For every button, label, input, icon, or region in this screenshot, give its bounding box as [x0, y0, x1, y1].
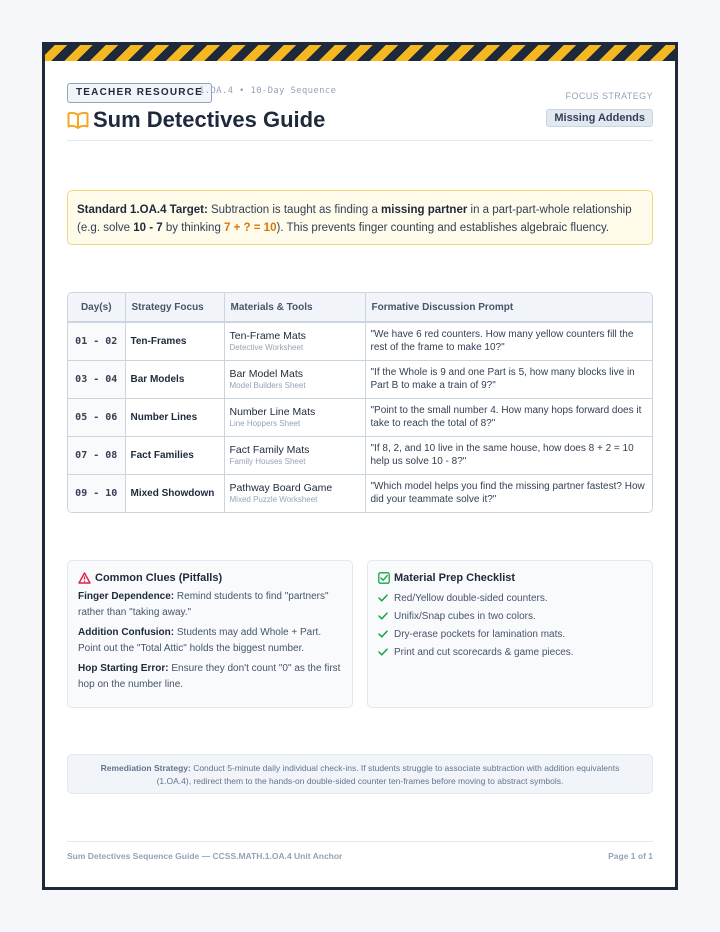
materials-cell — [224, 360, 365, 398]
standard-bold-expression: 10 - 7 — [133, 222, 163, 234]
checklist-item-text: Print and cut scorecards & game pieces. — [394, 646, 574, 658]
checklist-item — [378, 643, 642, 661]
focus-strategy-pill: Missing Addends — [546, 109, 653, 127]
pitfall-label: Addition Confusion: — [78, 627, 175, 638]
hazard-stripe-banner — [45, 45, 675, 61]
checklist-item — [378, 607, 642, 625]
prompt-cell: "We have 6 red counters. How many yellow counters fill the rest of the frame to make 10?" — [365, 322, 652, 360]
pitfalls-title-row — [78, 572, 342, 584]
page-title: Sum Detectives Guide — [93, 107, 326, 132]
pitfall-label: Hop Starting Error: — [78, 663, 169, 674]
remediation-text: Conduct 5-minute daily individual check-ins. If students struggle to associate subtraction with addition equivalents (1.OA.4), redirect them to the hands-on double-sided counter ten-frames before moving to abstract symbols. — [156, 763, 620, 786]
prompt-cell: "Point to the small number 4. How many hops forward does it take to reach the total of 8?" — [365, 398, 652, 436]
pitfall-label: Finger Dependence: — [78, 591, 175, 602]
prompt-cell: "If 8, 2, and 10 live in the same house, how does 8 + 2 = 10 help us solve 10 - 8?" — [365, 436, 652, 474]
day-cell: 09 - 10 — [68, 474, 125, 512]
pitfalls-title: Common Clues (Pitfalls) — [95, 572, 223, 584]
checkmark-icon — [378, 630, 388, 638]
pitfall-text: Remind students to find "partners" rather than "taking away." — [78, 591, 329, 618]
page-number: Page 1 of 1 — [608, 851, 653, 861]
pitfall-text: Ensure they don't count "0" as the first hop on the number line. — [78, 663, 341, 690]
standard-text-2: in a part-part-whole relationship (e.g. solve — [77, 204, 632, 234]
material-name: Pathway Board Game — [229, 482, 333, 495]
checklist-item-text: Red/Yellow double-sided counters. — [394, 592, 548, 604]
pitfall-item — [78, 589, 342, 621]
table-row — [68, 398, 652, 436]
checkmark-icon — [378, 594, 388, 602]
column-header-strategy: Strategy Focus — [125, 293, 224, 322]
page-header — [67, 61, 653, 141]
strategy-cell: Number Lines — [125, 398, 224, 436]
sequence-table — [67, 292, 653, 513]
material-name: Bar Model Mats — [229, 368, 304, 380]
page-footer — [67, 841, 653, 867]
material-name: Number Line Mats — [229, 406, 316, 418]
material-name: Ten-Frame Mats — [229, 330, 306, 343]
standard-bold-missing-partner: missing partner — [381, 204, 468, 216]
pitfall-text: Students may add Whole + Part. Point out the "Total Attic" holds the biggest number. — [78, 627, 322, 654]
worksheet-name: Line Hoppers Sheet — [229, 419, 301, 428]
table-row — [68, 474, 652, 512]
warning-triangle-icon — [78, 572, 91, 584]
strategy-cell: Fact Families — [125, 436, 224, 474]
table-row — [68, 322, 652, 360]
strategy-cell: Bar Models — [125, 360, 224, 398]
day-cell: 01 - 02 — [68, 322, 125, 360]
checklist-item-text: Unifix/Snap cubes in two colors. — [394, 610, 536, 622]
worksheet-name: Mixed Puzzle Worksheet — [229, 495, 318, 505]
standard-label: Standard 1.OA.4 Target: — [77, 204, 208, 216]
worksheet-name: Detective Worksheet — [229, 343, 304, 353]
table-header-row — [68, 293, 652, 322]
page-content — [67, 61, 653, 861]
day-cell: 07 - 08 — [68, 436, 125, 474]
teacher-resource-badge: TEACHER RESOURCE — [67, 83, 212, 103]
remediation-note — [67, 754, 653, 794]
standard-text-1: Subtraction is taught as finding a — [207, 204, 382, 216]
column-header-days: Day(s) — [68, 293, 125, 322]
checklist-title: Material Prep Checklist — [394, 572, 516, 584]
checklist-title-row — [378, 572, 642, 584]
column-header-prompt: Formative Discussion Prompt — [365, 293, 652, 322]
standard-callout — [67, 190, 653, 245]
checklist-card — [367, 560, 653, 708]
sequence-code: 1.OA.4 • 10-Day Sequence — [199, 86, 337, 96]
material-name: Fact Family Mats — [229, 444, 310, 456]
checkmark-icon — [378, 612, 388, 620]
remediation-label: Remediation Strategy: — [100, 763, 191, 773]
prompt-cell: "If the Whole is 9 and one Part is 5, how many blocks live in Part B to make a train of 9?" — [365, 360, 652, 398]
checkmark-icon — [378, 648, 388, 656]
open-book-icon — [67, 111, 89, 129]
document-page — [42, 42, 678, 890]
pitfalls-card — [67, 560, 353, 708]
standard-text-4: ). This prevents finger counting and establishes algebraic fluency. — [276, 222, 610, 234]
title-row — [67, 107, 325, 133]
table-row — [68, 436, 652, 474]
checkbox-checked-icon — [378, 572, 390, 584]
day-cell: 03 - 04 — [68, 360, 125, 398]
materials-cell — [224, 474, 365, 512]
table-row — [68, 360, 652, 398]
day-cell: 05 - 06 — [68, 398, 125, 436]
standard-text-3: by thinking — [162, 222, 225, 234]
column-header-materials: Materials & Tools — [224, 293, 365, 322]
materials-cell — [224, 436, 365, 474]
materials-cell — [224, 322, 365, 360]
worksheet-name: Family Houses Sheet — [229, 457, 306, 466]
strategy-cell: Mixed Showdown — [125, 474, 224, 512]
worksheet-name: Model Builders Sheet — [229, 381, 306, 390]
standard-equation: 7 + ? = 10 — [224, 222, 277, 234]
focus-strategy-label: FOCUS STRATEGY — [565, 91, 653, 101]
pitfall-item — [78, 625, 342, 657]
checklist-item-text: Dry-erase pockets for lamination mats. — [394, 628, 566, 640]
strategy-cell: Ten-Frames — [125, 322, 224, 360]
checklist-item — [378, 625, 642, 643]
checklist-item — [378, 589, 642, 607]
pitfall-item — [78, 661, 342, 693]
footer-title: Sum Detectives Sequence Guide — CCSS.MATH.1.OA.4 Unit Anchor — [67, 851, 343, 861]
prompt-cell: "Which model helps you find the missing partner fastest? How did your teammate solve it?" — [370, 481, 645, 506]
materials-cell — [224, 398, 365, 436]
